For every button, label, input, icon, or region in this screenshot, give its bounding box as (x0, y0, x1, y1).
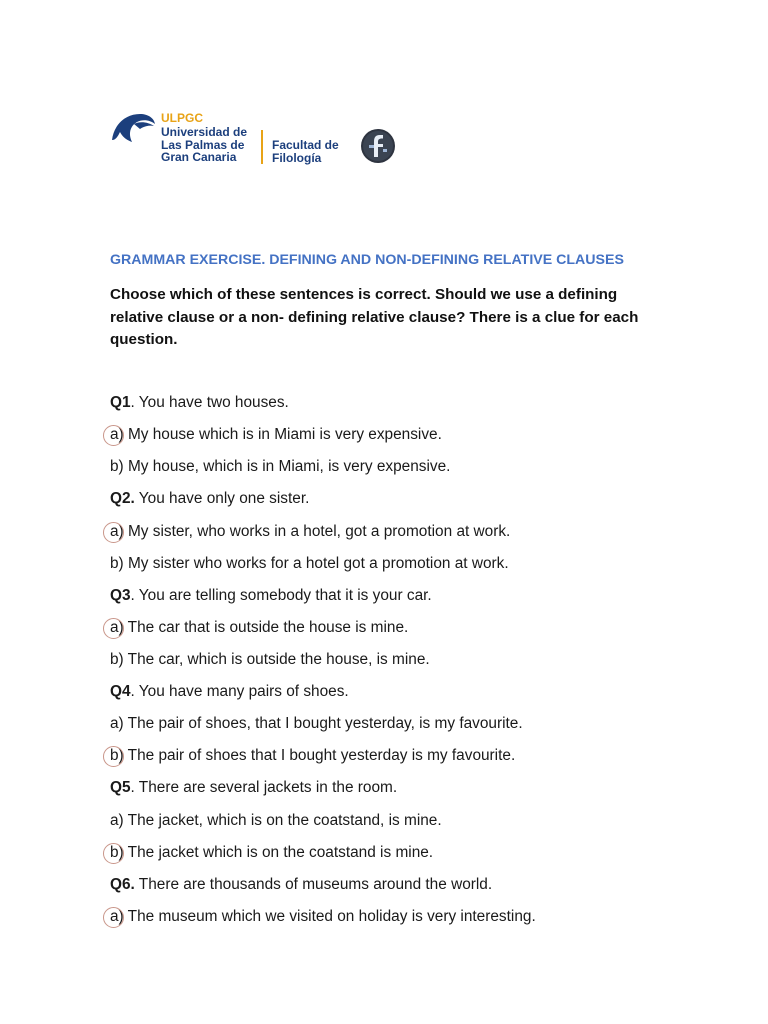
logo-faculty-line1: Facultad de (272, 138, 339, 152)
question-text: You have only one sister. (134, 490, 310, 507)
question-text: . You have many pairs of shoes. (130, 683, 349, 700)
question-5 (110, 779, 397, 797)
ulpgc-emblem-icon (110, 110, 156, 150)
logo-university-name (161, 126, 247, 164)
question-text: There are thousands of museums around the world. (134, 876, 493, 893)
exercise-instructions: Choose which of these sentences is correct. Should we use a defining relative clause or a non- defining relative clause? There is a clue for each question. (110, 286, 639, 348)
question-1 (110, 394, 289, 412)
question-3-option-a: a) The car that is outside the house is mine. (110, 619, 409, 636)
question-5-option-a: a) The jacket, which is on the coatstand, is mine. (110, 812, 442, 829)
question-label: Q4 (110, 683, 131, 700)
question-2 (110, 490, 309, 508)
logo-acronym: ULPGC (161, 111, 203, 125)
exercise-title: GRAMMAR EXERCISE. DEFINING AND NON-DEFINING RELATIVE CLAUSES (110, 252, 624, 268)
question-3 (110, 587, 432, 605)
question-1-option-a: a) My house which is in Miami is very expensive. (110, 426, 442, 443)
question-label: Q1 (110, 394, 131, 411)
question-2-option-b: b) My sister who works for a hotel got a promotion at work. (110, 555, 509, 572)
question-text: . There are several jackets in the room. (130, 779, 398, 796)
question-4-option-b: b) The pair of shoes that I bought yesterday is my favourite. (110, 747, 516, 764)
question-label: Q2. (110, 490, 135, 507)
question-label: Q6. (110, 876, 135, 893)
question-2-option-a: a) My sister, who works in a hotel, got a promotion at work. (110, 523, 511, 540)
logo-faculty-name (272, 139, 339, 164)
question-1-option-b: b) My house, which is in Miami, is very expensive. (110, 458, 451, 475)
logo-university-line2: Las Palmas de (161, 137, 245, 152)
logo-divider (261, 130, 263, 164)
question-3-option-b: b) The car, which is outside the house, is mine. (110, 651, 430, 668)
question-label: Q3 (110, 587, 131, 604)
institution-logo (110, 106, 410, 170)
logo-faculty-line2: Filología (272, 150, 322, 165)
question-6 (110, 876, 492, 894)
question-4 (110, 683, 349, 701)
question-6-option-a: a) The museum which we visited on holiday is very interesting. (110, 908, 536, 925)
faculty-f-badge-icon (360, 128, 396, 164)
question-4-option-a: a) The pair of shoes, that I bought yesterday, is my favourite. (110, 715, 523, 732)
question-5-option-b: b) The jacket which is on the coatstand is mine. (110, 844, 434, 861)
question-label: Q5 (110, 779, 131, 796)
logo-university-line3: Gran Canaria (161, 150, 237, 165)
question-text: . You are telling somebody that it is your car. (130, 587, 432, 604)
question-text: . You have two houses. (130, 394, 289, 411)
logo-university-line1: Universidad de (161, 125, 248, 139)
